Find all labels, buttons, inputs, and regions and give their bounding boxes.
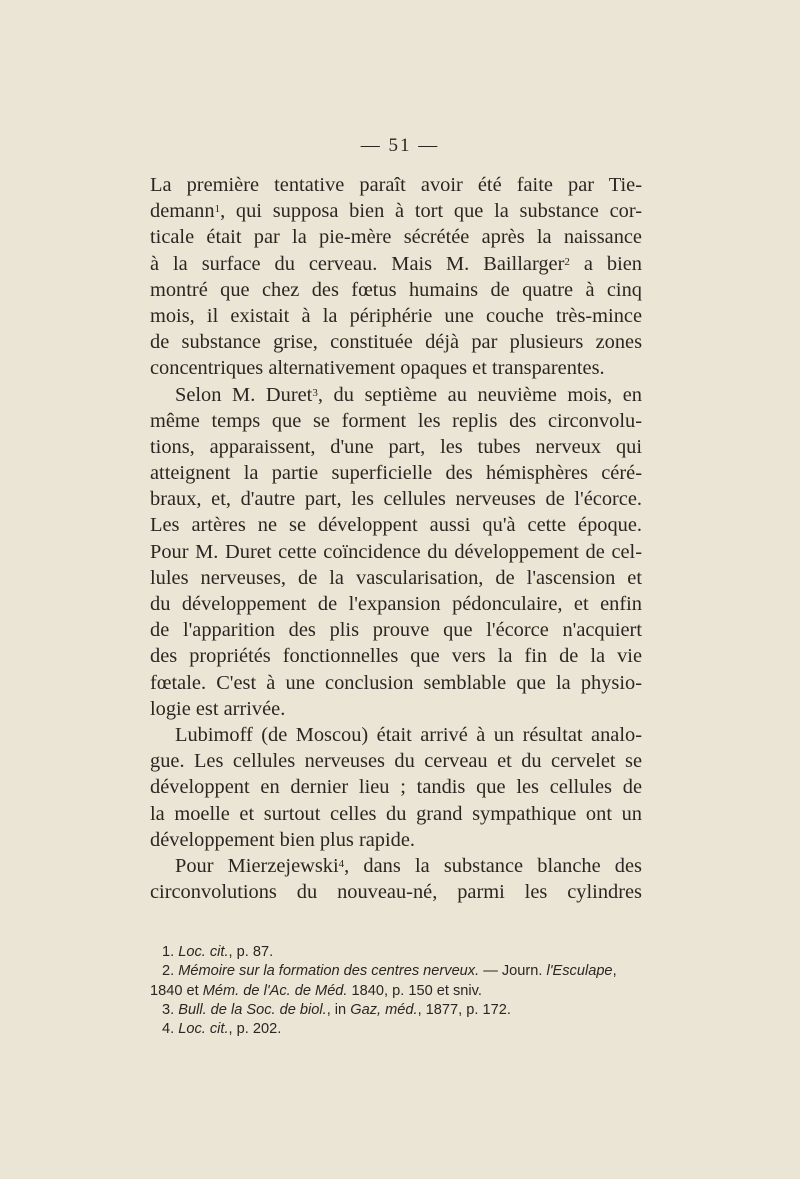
footnote-ref: 3 (312, 386, 318, 399)
footnote-text: , 1877, p. 172. (417, 1001, 511, 1018)
text-line: fœtale. C'est à une conclusion semblable que la physio- (150, 671, 642, 694)
text-line: de l'apparition des plis prouve que l'écorce n'acquiert (150, 619, 642, 642)
text-line: circonvolutions du nouveau-né, parmi les cylindres (150, 881, 642, 904)
footnote-4 (150, 1020, 642, 1039)
text-line: des propriétés fonctionnelles que vers la fin de la vie (150, 645, 642, 668)
text-line: logie est arrivée. (150, 697, 286, 720)
footnote-text: , in (326, 1001, 351, 1018)
text-fragment: , du septième au neuvième mois, en (317, 383, 643, 406)
footnote-italic: Gaz, méd. (350, 1001, 418, 1018)
text-line: de substance grise, constituée déjà par plusieurs zones (150, 331, 642, 354)
footnote-2-continued (150, 982, 642, 1001)
text-fragment: , qui supposa bien à tort que la substance cor- (220, 200, 642, 223)
page-number: — 51 — (360, 135, 440, 156)
text-line (150, 382, 642, 408)
text-line (150, 198, 642, 224)
text-line: la moelle et surtout celles du grand sympathique ont un (150, 802, 642, 825)
footnote-2 (150, 962, 642, 981)
text-line (150, 853, 642, 879)
text-fragment: demann (150, 200, 215, 223)
footnote-text: 1840 et (150, 982, 203, 999)
text-fragment: a bien (569, 252, 642, 275)
footnote-text: , (612, 963, 617, 980)
text-line: atteignent la partie superficielle des hémisphères céré- (150, 462, 642, 485)
text-line: même temps que se forment les replis des circonvolu- (150, 409, 642, 432)
footnote-italic: Loc. cit. (178, 1021, 229, 1038)
text-line (150, 251, 642, 277)
footnote-text: 1840, p. 150 et sniv. (347, 982, 482, 999)
text-line: concentriques alternativement opaques et transparentes. (150, 357, 605, 380)
text-line: développent en dernier lieu ; tandis que les cellules de (150, 776, 642, 799)
footnote-3 (150, 1001, 642, 1020)
footnote-italic: Mém. de l'Ac. de Méd. (202, 982, 348, 999)
text-fragment: Selon M. Duret (175, 383, 313, 406)
text-line: mois, il existait à la périphérie une couche très-mince (150, 304, 642, 327)
text-line: montré que chez des fœtus humains de quatre à cinq (150, 278, 642, 301)
footnote-1 (150, 943, 642, 962)
footnote-number: 4. (162, 1021, 175, 1038)
footnote-number: 2. (162, 963, 175, 980)
footnote-italic: Loc. cit. (178, 944, 229, 960)
text-line: Lubimoff (de Moscou) était arrivé à un résultat analo- (175, 723, 642, 746)
text-fragment: à la surface du cerveau. Mais M. Baillarger (150, 252, 565, 275)
footnote-italic: Mémoire sur la formation des centres nerveux. (178, 963, 480, 980)
footnote-ref: 1 (214, 203, 221, 216)
text-fragment: , dans la substance blanche des (344, 854, 642, 877)
text-fragment: Pour Mierzejewski (175, 854, 339, 877)
text-line: lules nerveuses, de la vascularisation, de l'ascension et (150, 566, 642, 589)
text-line: tions, apparaissent, d'une part, les tubes nerveux qui (150, 435, 642, 458)
footnote-text: — Journ. (479, 963, 547, 980)
body-text (150, 172, 642, 905)
footnote-italic: Bull. de la Soc. de biol. (178, 1001, 327, 1018)
footnote-text: , p. 202. (228, 1021, 282, 1038)
text-line: La première tentative paraît avoir été faite par Tie- (150, 174, 642, 196)
footnote-text: , p. 87. (228, 944, 274, 960)
text-line: ticale était par la pie-mère sécrétée après la naissance (150, 226, 642, 249)
text-line: du développement de l'expansion pédonculaire, et enfin (150, 593, 642, 615)
footnote-number: 3. (162, 1001, 175, 1018)
text-line: Les artères ne se développent aussi qu'à cette époque. (150, 514, 642, 537)
text-line: développement bien plus rapide. (150, 828, 415, 851)
footnote-number: 1. (162, 944, 175, 960)
footnote-ref: 4 (338, 857, 345, 870)
footnotes (150, 943, 642, 1039)
text-line: gue. Les cellules nerveuses du cerveau et du cervelet se (150, 750, 642, 773)
footnote-ref: 2 (564, 255, 570, 268)
footnote-italic: l'Esculape (546, 963, 613, 980)
text-line: braux, et, d'autre part, les cellules nerveuses de l'écorce. (150, 488, 642, 511)
text-line: Pour M. Duret cette coïncidence du développement de cel- (150, 540, 642, 563)
